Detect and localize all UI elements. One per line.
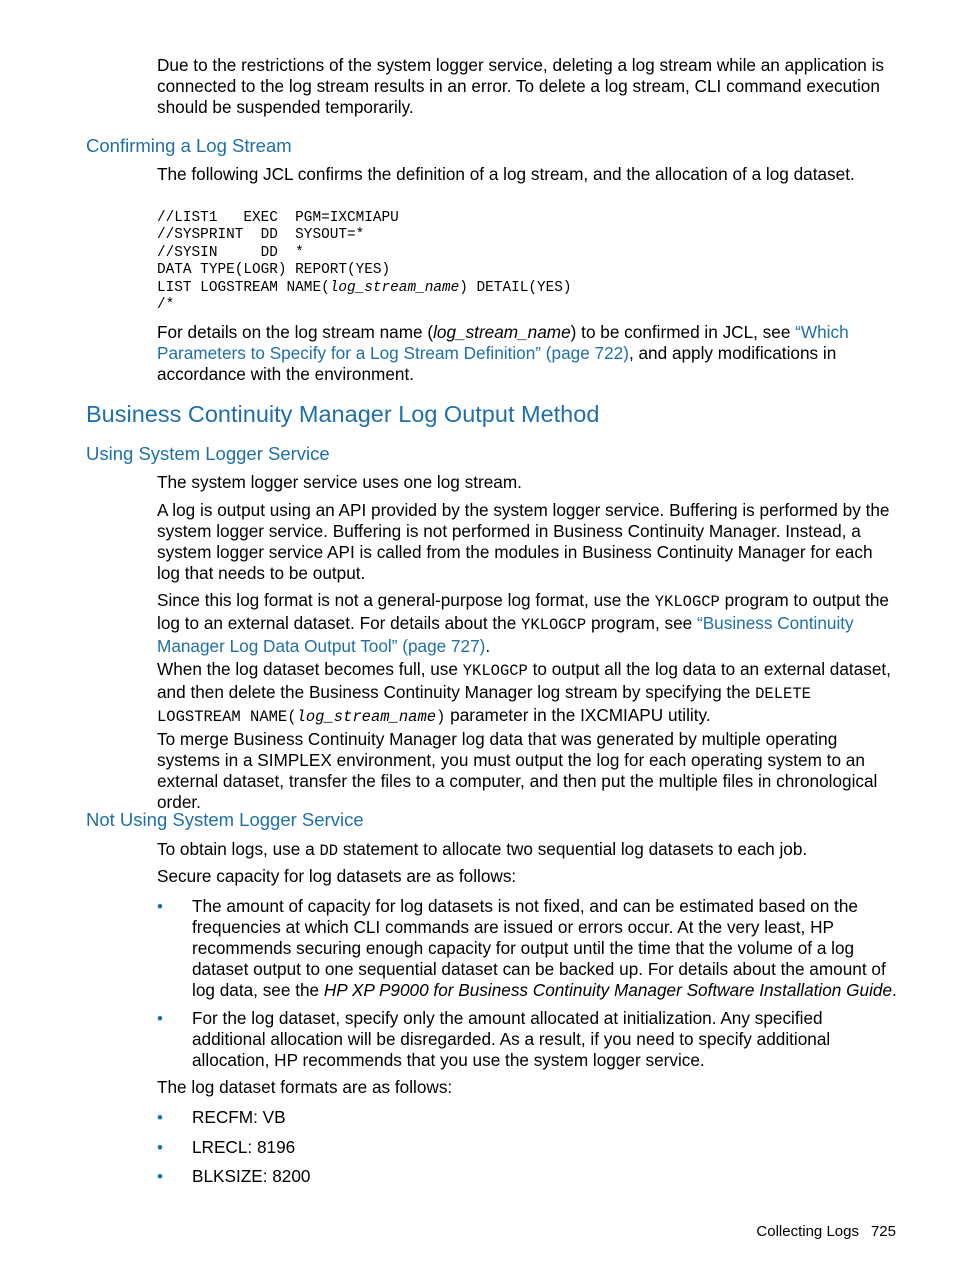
text-fragment: parameter in the IXCMIAPU utility. (445, 705, 711, 725)
code-fragment: ) DETAIL(YES) (459, 279, 572, 296)
text-fragment: . (892, 980, 897, 1000)
using-paragraph-2: A log is output using an API provided by the system logger service. Buffering is performed by the system logger service. Buffering is not performed in Business Continuity Manager. Instead, a system logger service API is called from the modules in Business Continuity Manager for each log that needs to be output. (157, 500, 890, 583)
notusing-paragraph-2: Secure capacity for log datasets are as follows: (157, 866, 517, 886)
text-fragment: To obtain logs, use a (157, 839, 320, 859)
using-paragraph-4 (157, 659, 899, 728)
footer-section-title: Collecting Logs (756, 1223, 859, 1240)
link-which-parameters[interactable]: “Which Parameters to Specify for a Log Stream Definition” (page 722) (157, 322, 849, 363)
inline-code: YKLOGCP (654, 593, 720, 611)
text-fragment: The amount of capacity for log datasets is not fixed, and can be estimated based on the frequencies at which CLI commands are issued or errors occur. At the very least, HP recommends securing enough capacity for output until the time that the volume of a log dataset output to one sequential dataset can be backed up. For details about the amount of log data, see the (192, 896, 886, 1000)
code-fragment: LIST LOGSTREAM NAME( (157, 279, 330, 296)
italic-term: log_stream_name (433, 322, 571, 342)
code-line: //SYSIN DD * (157, 244, 304, 261)
text-fragment: program to output the log to an external dataset. For details about the (157, 590, 889, 633)
list-item-text: BLKSIZE: 8200 (192, 1166, 311, 1186)
text-fragment: Since this log format is not a general-purpose log format, use the (157, 590, 655, 610)
intro-paragraph: Due to the restrictions of the system logger service, deleting a log stream while an application is connected to the log stream results in an error. To delete a log stream, CLI command execution should be suspended temporarily. (157, 55, 885, 117)
jcl-code-block (157, 210, 572, 314)
page-number: 725 (870, 1223, 896, 1240)
list-item-text: For the log dataset, specify only the amount allocated at initialization. Any specified additional allocation will be disregarded. As a result, if you need to specify additional allocation, HP recommends that you use the system logger service. (192, 1008, 831, 1070)
confirming-details-paragraph (157, 322, 899, 385)
inline-code: DELETE LOGSTREAM NAME( (157, 685, 811, 726)
page-footer (756, 1222, 896, 1242)
code-line: //SYSPRINT DD SYSOUT=* (157, 227, 365, 244)
inline-code: YKLOGCP (462, 662, 528, 680)
link-log-data-output-tool[interactable]: “Business Continuity Manager Log Data Output Tool” (page 727) (157, 613, 854, 656)
italic-title: HP XP P9000 for Business Continuity Manager Software Installation Guide (323, 980, 893, 1000)
notusing-paragraph-3: The log dataset formats are as follows: (157, 1077, 453, 1097)
text-fragment: , and apply modifications in accordance with the environment. (157, 343, 837, 384)
code-line (157, 280, 572, 297)
list-item-text: LRECL: 8196 (192, 1137, 296, 1157)
text-fragment: program, see (586, 613, 697, 633)
text-fragment: . (485, 636, 491, 656)
text-fragment: For details on the log stream name ( (157, 322, 434, 342)
bullet-icon: • (157, 1138, 163, 1157)
text-fragment: ) to be confirmed in JCL, see (570, 322, 796, 342)
inline-code: ) (436, 708, 446, 726)
bullet-icon: • (157, 1009, 163, 1028)
code-line: /* (157, 297, 175, 314)
confirming-lead-paragraph: The following JCL confirms the definition of a log stream, and the allocation of a log dataset. (157, 164, 855, 184)
using-paragraph-1: The system logger service uses one log stream. (157, 472, 522, 492)
list-item-text (192, 896, 899, 1001)
code-line: //LIST1 EXEC PGM=IXCMIAPU (157, 210, 399, 226)
text-fragment: to output all the log data to an external dataset, and then delete the Business Continuity Manager log stream by specifying the (157, 659, 891, 702)
code-variable: log_stream_name (329, 279, 460, 296)
notusing-paragraph-1 (157, 839, 899, 862)
bullet-icon: • (157, 897, 163, 916)
bullet-icon: • (157, 1167, 163, 1186)
list-item-text: RECFM: VB (192, 1107, 286, 1127)
code-line: DATA TYPE(LOGR) REPORT(YES) (157, 262, 391, 279)
inline-code-variable: log_stream_name (296, 708, 437, 726)
inline-code: YKLOGCP (521, 616, 587, 634)
heading-confirming-log-stream: Confirming a Log Stream (86, 135, 292, 156)
text-fragment: When the log dataset becomes full, use (157, 659, 463, 679)
inline-code: DD (319, 842, 339, 860)
text-fragment: statement to allocate two sequential log datasets to each job. (338, 839, 808, 859)
heading-log-output-method: Business Continuity Manager Log Output Method (86, 401, 600, 427)
using-paragraph-5: To merge Business Continuity Manager log data that was generated by multiple operating systems in a SIMPLEX environment, you must output the log for each operating system to an external dataset, transfer the files to a computer, and then put the multiple files in chronological order. (157, 729, 878, 812)
bullet-icon: • (157, 1108, 163, 1127)
using-paragraph-3 (157, 590, 899, 657)
heading-using-system-logger: Using System Logger Service (86, 443, 330, 464)
heading-not-using-system-logger: Not Using System Logger Service (86, 809, 364, 830)
